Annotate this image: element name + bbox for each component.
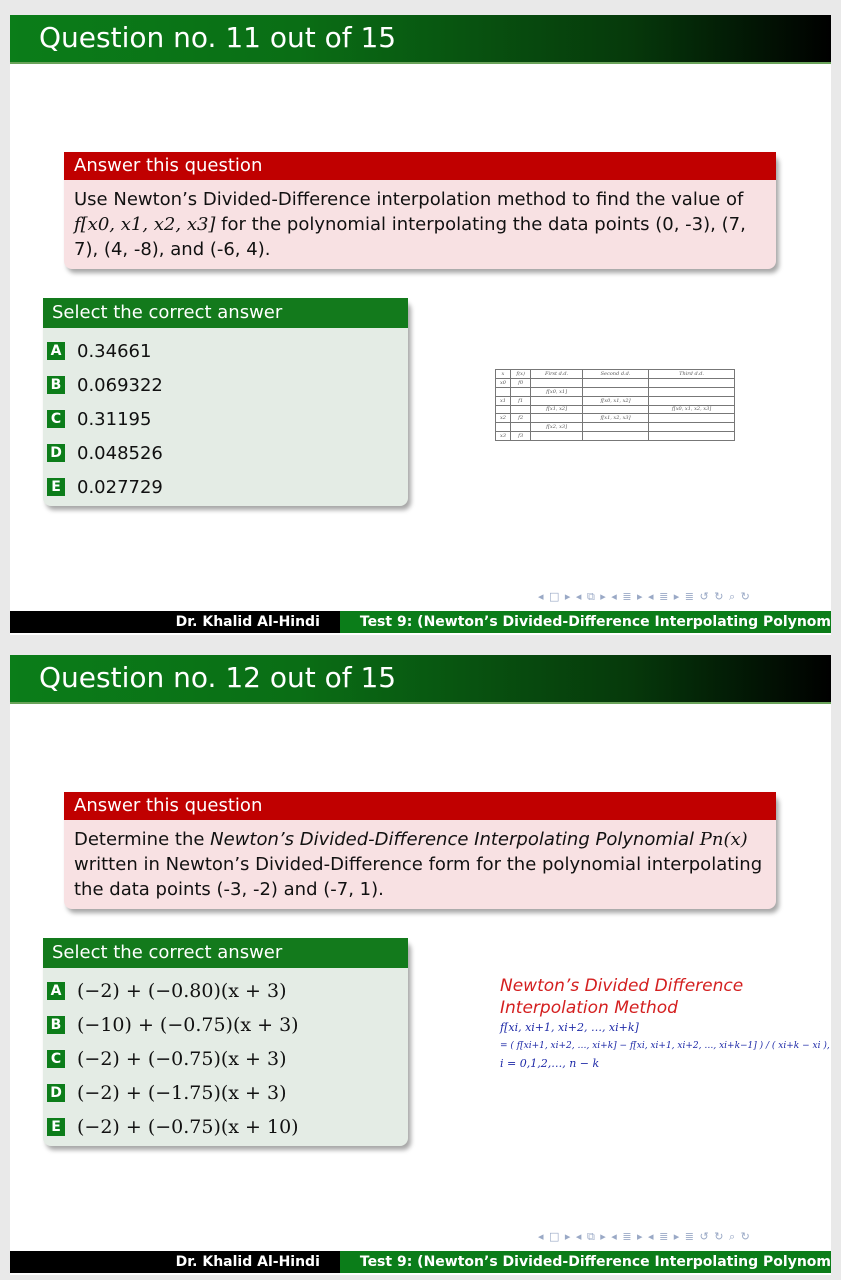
- question-text-part1: Use Newton’s Divided-Difference interpolation method to find the value of: [74, 189, 744, 210]
- choice-letter: E: [47, 478, 65, 496]
- table-cell: f2: [510, 414, 530, 423]
- table-cell: [582, 405, 648, 414]
- table-cell: [649, 414, 735, 423]
- table-cell: [582, 423, 648, 432]
- answer-block-header: Select the correct answer: [43, 938, 408, 968]
- answer-block-header: Select the correct answer: [43, 298, 408, 328]
- answer-choice-b[interactable]: [47, 1008, 408, 1042]
- slide-footer: [10, 1251, 831, 1273]
- choice-text: 0.34661: [77, 340, 152, 362]
- question-math: f[x0, x1, x2, x3]: [74, 214, 216, 235]
- table-cell: [510, 423, 530, 432]
- choice-letter: A: [47, 342, 65, 360]
- answer-choice-e[interactable]: [47, 1110, 408, 1144]
- choice-text: 0.027729: [77, 476, 163, 498]
- question-block-header: Answer this question: [64, 152, 776, 180]
- choice-text: (−2) + (−0.75)(x + 10): [77, 1116, 299, 1138]
- answer-block: [43, 938, 408, 1146]
- table-cell: f[x0, x1, x2]: [582, 396, 648, 405]
- divided-difference-table: [495, 369, 735, 441]
- choice-letter: C: [47, 1050, 65, 1068]
- answer-choice-c[interactable]: [47, 402, 408, 436]
- table-cell: f[x1, x2, x3]: [582, 414, 648, 423]
- table-cell: [582, 432, 648, 441]
- table-cell: x1: [496, 396, 511, 405]
- footer-test-title: Test 9: (Newton’s Divided-Difference Interpolating Polynom: [340, 1251, 831, 1273]
- table-cell: f3: [510, 432, 530, 441]
- table-cell: f[x1, x2]: [531, 405, 583, 414]
- choice-letter: B: [47, 376, 65, 394]
- table-cell: [582, 387, 648, 396]
- table-cell: [649, 423, 735, 432]
- table-row: [496, 396, 735, 405]
- question-block-header: Answer this question: [64, 792, 776, 820]
- table-cell: [496, 423, 511, 432]
- choice-letter: A: [47, 982, 65, 1000]
- table-header: f(x): [510, 370, 530, 379]
- table-cell: [649, 432, 735, 441]
- table-cell: x3: [496, 432, 511, 441]
- answer-choices: [43, 328, 408, 504]
- table-cell: [531, 396, 583, 405]
- table-row: [496, 423, 735, 432]
- table-header: Second d.d.: [582, 370, 648, 379]
- table-cell: f[x0, x1]: [531, 387, 583, 396]
- question-math: Pn(x): [699, 829, 748, 850]
- table-cell: [510, 405, 530, 414]
- question-text-part2: for the polynomial interpolating the data points (0, -3), (7, 7), (4, -8), and (-6, 4).: [74, 214, 746, 260]
- table-row: [496, 432, 735, 441]
- slide-footer: [10, 611, 831, 633]
- divided-difference-formula: [500, 975, 830, 1105]
- table-cell: [531, 379, 583, 388]
- slide-question-12: [10, 655, 831, 1275]
- table-cell: f0: [510, 379, 530, 388]
- choice-text: 0.31195: [77, 408, 152, 430]
- table-row: [496, 379, 735, 388]
- footer-author: Dr. Khalid Al-Hindi: [10, 611, 340, 633]
- table-cell: [582, 379, 648, 388]
- question-block: [64, 152, 776, 269]
- question-text: [64, 820, 776, 902]
- formula-line-1: f[xi, xi+1, xi+2, …, xi+k]: [500, 1021, 639, 1034]
- answer-choice-a[interactable]: [47, 334, 408, 368]
- answer-choice-b[interactable]: [47, 368, 408, 402]
- table-cell: [649, 379, 735, 388]
- footer-author: Dr. Khalid Al-Hindi: [10, 1251, 340, 1273]
- choice-letter: D: [47, 444, 65, 462]
- answer-choice-d[interactable]: [47, 436, 408, 470]
- table-cell: x0: [496, 379, 511, 388]
- table-cell: [531, 432, 583, 441]
- choice-text: 0.048526: [77, 442, 163, 464]
- formula-title-line1: Newton’s Divided Difference: [500, 976, 744, 996]
- question-italic-term: Newton’s Divided-Difference Interpolating Polynomial: [210, 829, 694, 850]
- table-cell: [510, 387, 530, 396]
- choice-letter: D: [47, 1084, 65, 1102]
- choice-letter: B: [47, 1016, 65, 1034]
- table-header: First d.d.: [531, 370, 583, 379]
- question-text-part1: Determine the: [74, 829, 211, 850]
- formula-line-3: i = 0,1,2,…, n − k: [500, 1057, 600, 1070]
- formula-line-2: = ( f[xi+1, xi+2, …, xi+k] − f[xi, xi+1, xi+2, …, xi+k−1] ) / ( xi+k − xi ),: [500, 1041, 830, 1051]
- answer-choices: [43, 968, 408, 1144]
- table-cell: f[x0, x1, x2, x3]: [649, 405, 735, 414]
- table-cell: f[x2, x3]: [531, 423, 583, 432]
- answer-choice-e[interactable]: [47, 470, 408, 504]
- slide-title: Question no. 12 out of 15: [39, 661, 397, 694]
- table-row: [496, 405, 735, 414]
- question-text: [64, 180, 776, 262]
- table-cell: [531, 414, 583, 423]
- table-header: Third d.d.: [649, 370, 735, 379]
- table-row: [496, 387, 735, 396]
- table-row: [496, 414, 735, 423]
- choice-letter: E: [47, 1118, 65, 1136]
- answer-block: [43, 298, 408, 506]
- answer-choice-a[interactable]: [47, 974, 408, 1008]
- beamer-navigation-icons[interactable]: ◂ □ ▸ ◂ ⧉ ▸ ◂ ≣ ▸ ◂ ≣ ▸ ≣ ↺ ↻ ⌕ ↻: [538, 1230, 751, 1243]
- table-cell: [496, 405, 511, 414]
- footer-test-title: Test 9: (Newton’s Divided-Difference Interpolating Polynom: [340, 611, 831, 633]
- question-text-part2: written in Newton’s Divided-Difference form for the polynomial interpolating the data points (-3, -2) and (-7, 1).: [74, 854, 763, 900]
- question-block: [64, 792, 776, 909]
- table-cell: x2: [496, 414, 511, 423]
- choice-text: 0.069322: [77, 374, 163, 396]
- choice-text: (−2) + (−0.75)(x + 3): [77, 1048, 287, 1070]
- slide-title: Question no. 11 out of 15: [39, 21, 397, 54]
- answer-choice-d[interactable]: [47, 1076, 408, 1110]
- choice-text: (−2) + (−1.75)(x + 3): [77, 1082, 287, 1104]
- formula-title-line2: Interpolation Method: [500, 998, 678, 1018]
- table-cell: f1: [510, 396, 530, 405]
- slide-header: [10, 655, 831, 704]
- table-header: x: [496, 370, 511, 379]
- table-cell: [649, 396, 735, 405]
- table-header-row: [496, 370, 735, 379]
- choice-text: (−10) + (−0.75)(x + 3): [77, 1014, 299, 1036]
- choice-letter: C: [47, 410, 65, 428]
- table-cell: [496, 387, 511, 396]
- beamer-navigation-icons[interactable]: ◂ □ ▸ ◂ ⧉ ▸ ◂ ≣ ▸ ◂ ≣ ▸ ≣ ↺ ↻ ⌕ ↻: [538, 590, 751, 603]
- slide-header: [10, 15, 831, 64]
- slide-question-11: [10, 15, 831, 635]
- table-cell: [649, 387, 735, 396]
- choice-text: (−2) + (−0.80)(x + 3): [77, 980, 287, 1002]
- answer-choice-c[interactable]: [47, 1042, 408, 1076]
